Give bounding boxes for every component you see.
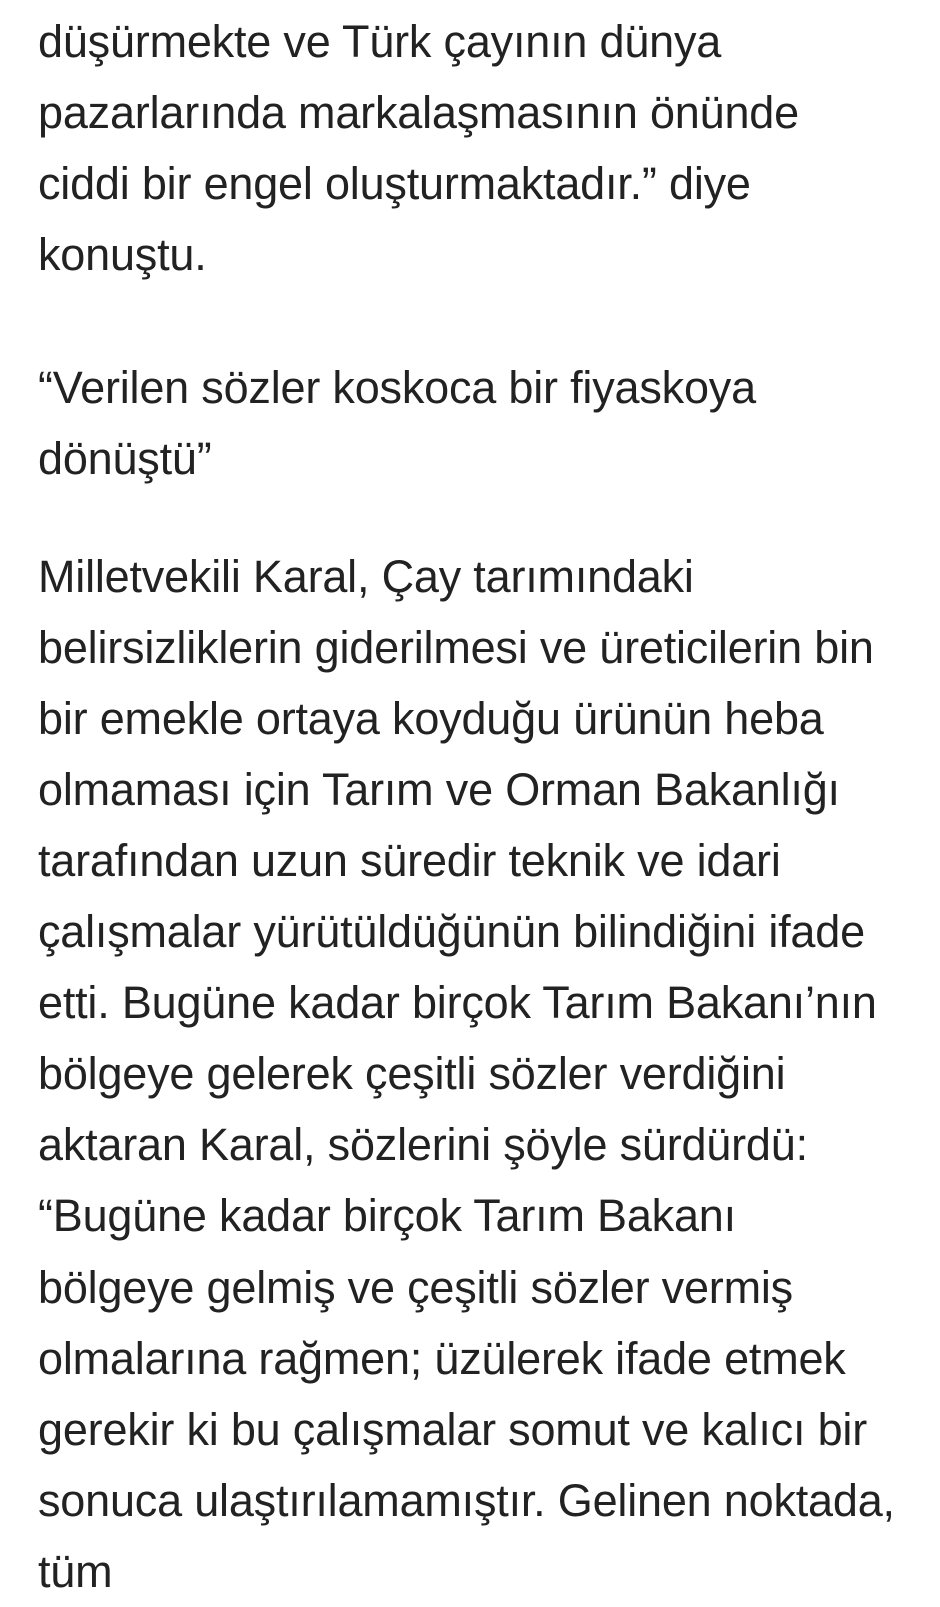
paragraph-gap [38,290,902,352]
paragraph-karal-statement: Milletvekili Karal, Çay tarımındaki belirsizliklerin giderilmesi ve üreticilerin bin bir emekle ortaya koyduğu ürünün heba olmaması için Tarım ve Orman Bakanlığı tarafından uzun süredir teknik ve idari çalışmalar yürütüldüğünün bilindiğini ifade etti. Bugüne kadar birçok Tarım Bakanı’nın bölgeye gelerek çeşitli sözler verdiğini aktaran Karal, sözlerini şöyle sürdürdü: “Bugüne kadar birçok Tarım Bakanı bölgeye gelmiş ve çeşitli sözler vermiş olmalarına rağmen; üzülerek ifade etmek gerekir ki bu çalışmalar somut ve kalıcı bir sonuca ulaştırılamamıştır. Gelinen noktada, tüm [38,550,895,1597]
paragraph-intro-continued: düşürmekte ve Türk çayının dünya pazarlarında markalaşmasının önünde ciddi bir engel oluşturmaktadır.” diye konuştu. [38,16,799,281]
subheading-gap [38,495,902,541]
section-subheading: “Verilen sözler koskoca bir fiyaskoya dönüştü” [38,362,756,485]
